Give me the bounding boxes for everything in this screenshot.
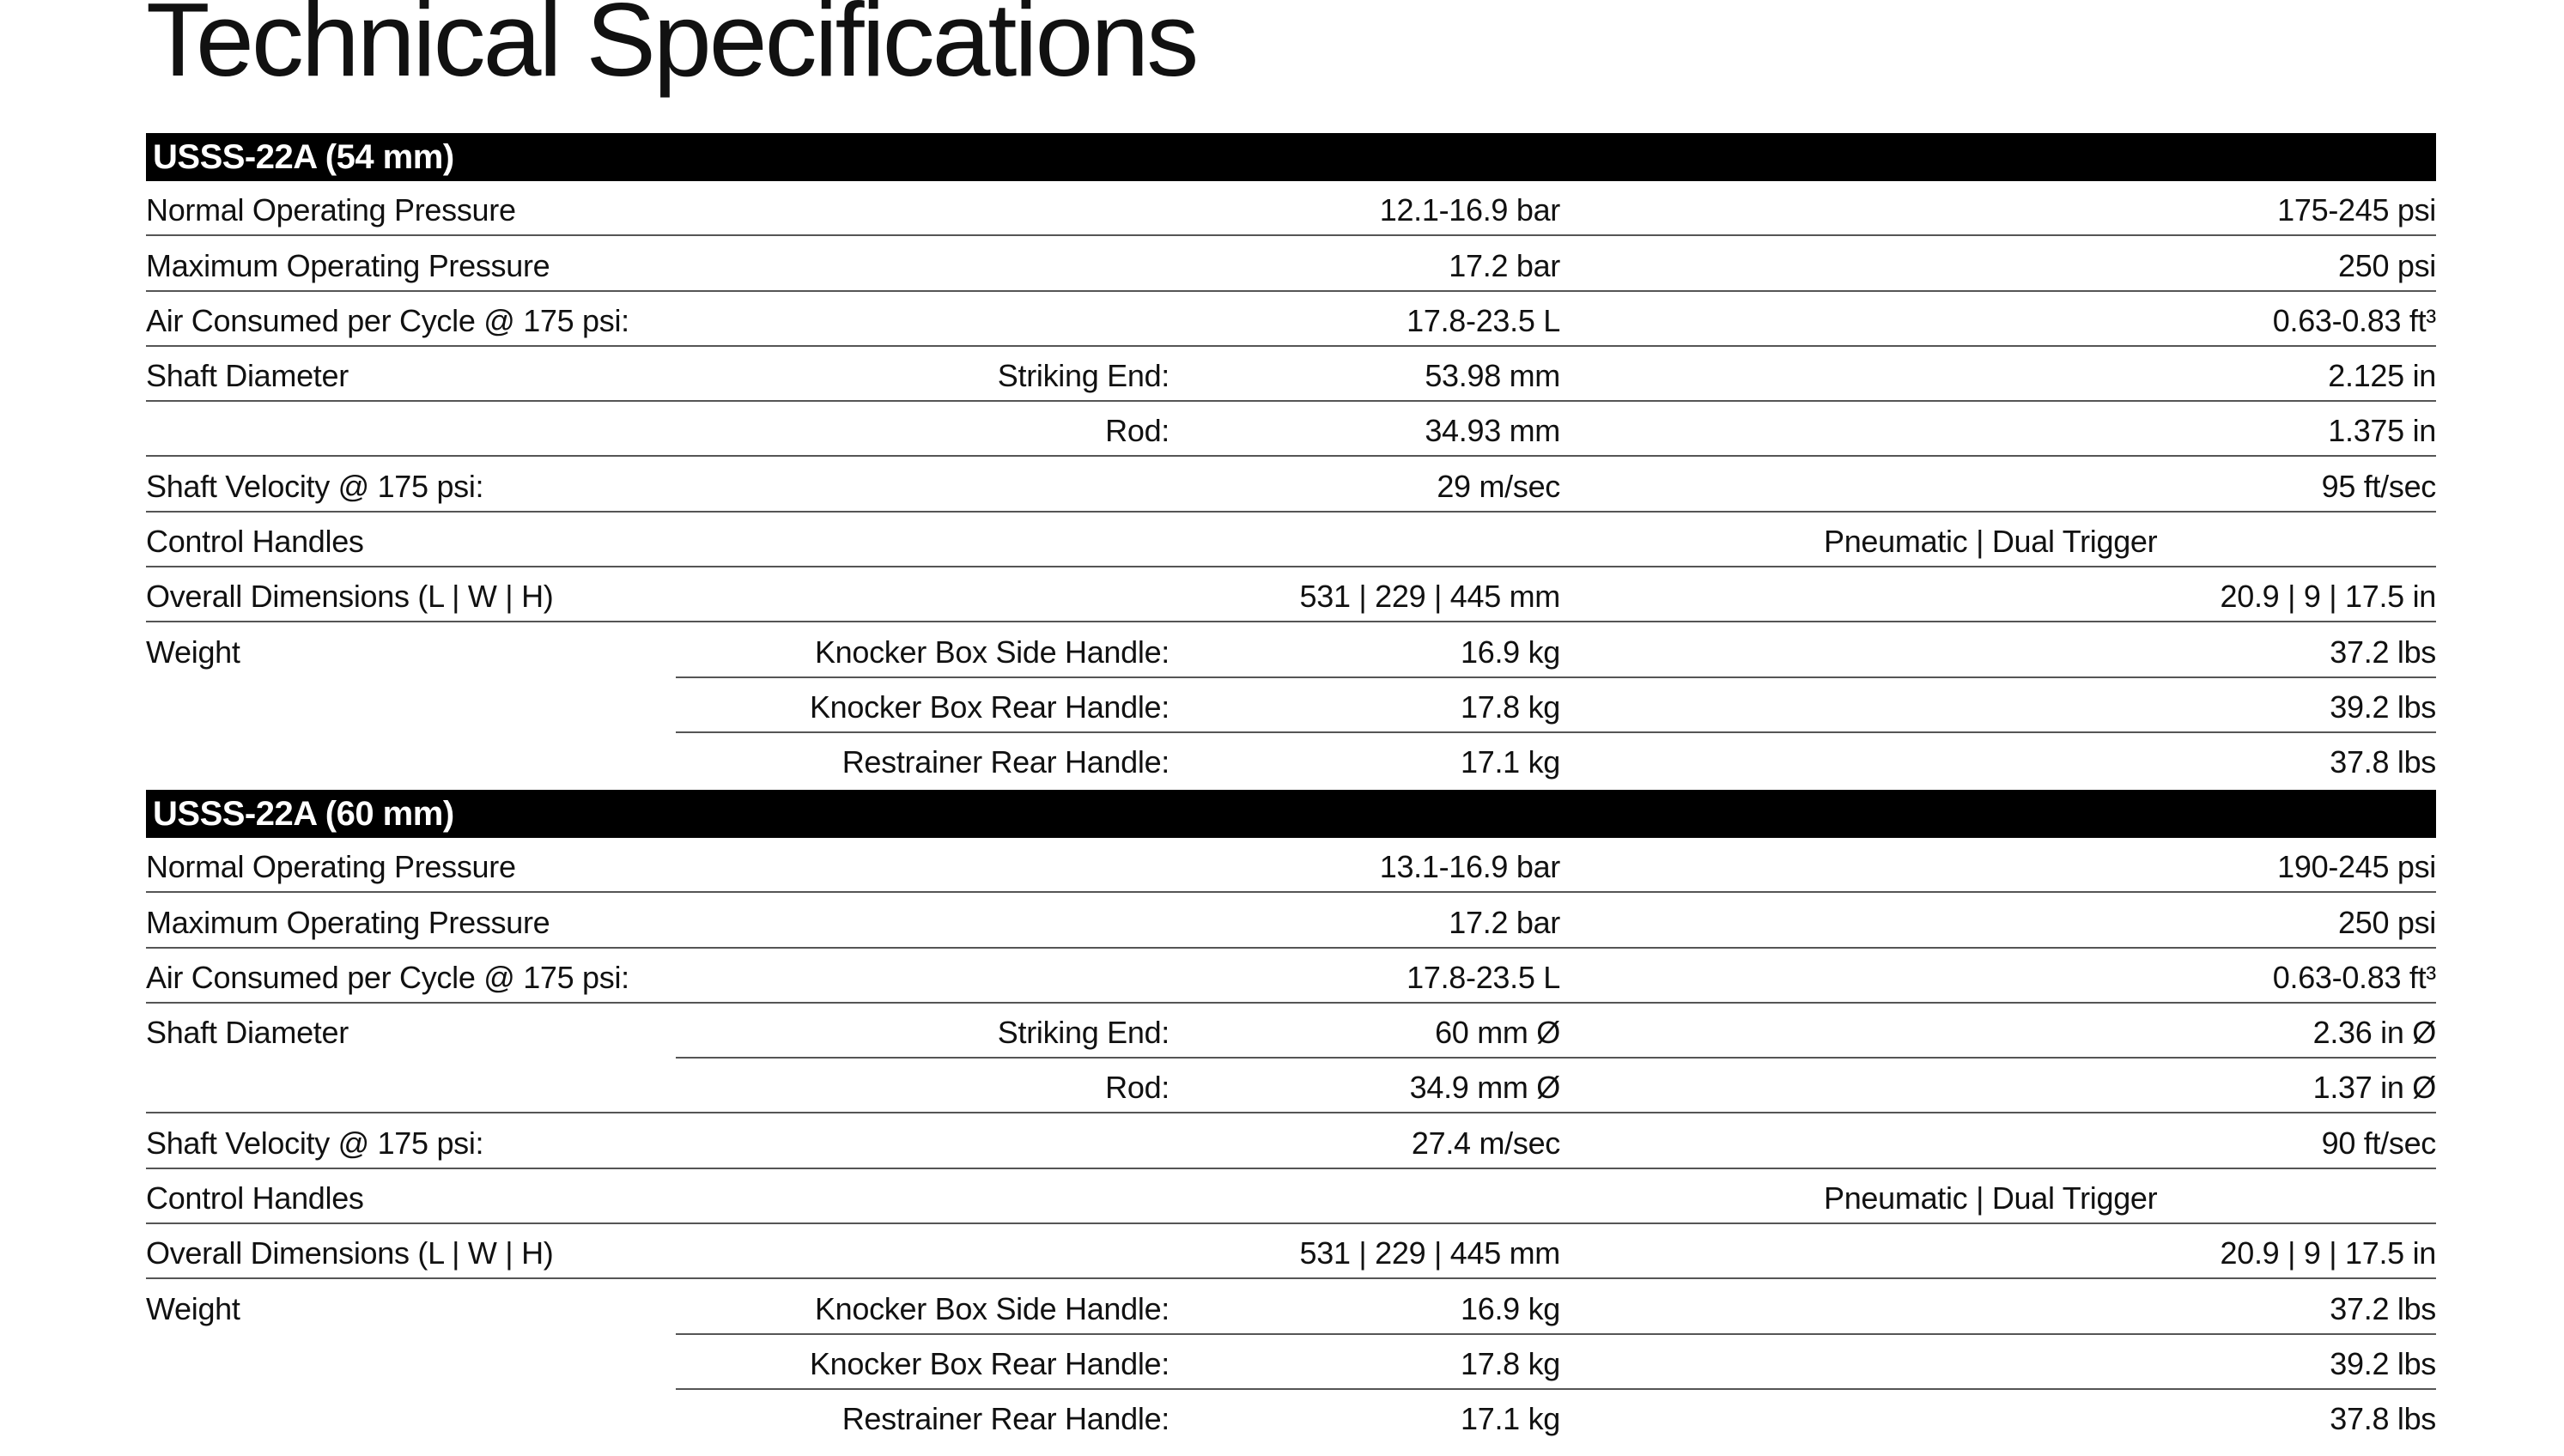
spec-row-shaft-velocity <box>146 457 2436 512</box>
spec-row-shaft-diameter-rod <box>146 1059 2436 1113</box>
metric-value: 27.4 m/sec <box>1411 1125 1560 1161</box>
spec-label: Shaft Diameter <box>146 1015 349 1051</box>
imperial-value: 2.36 in Ø <box>2312 1015 2436 1051</box>
spec-sublabel: Rod: <box>1105 413 1170 449</box>
imperial-value: 39.2 lbs <box>2330 689 2436 725</box>
spec-sublabel: Knocker Box Rear Handle: <box>809 1345 1170 1381</box>
spec-label: Shaft Diameter <box>146 358 349 394</box>
metric-value: 17.2 bar <box>1449 247 1560 283</box>
spec-row-weight-side-handle <box>146 622 2436 677</box>
spec-sublabel: Rod: <box>1105 1070 1170 1106</box>
imperial-value: 37.8 lbs <box>2330 744 2436 780</box>
imperial-value: 20.9 | 9 | 17.5 in <box>2220 579 2436 615</box>
spec-label: Shaft Velocity @ 175 psi: <box>146 1125 484 1161</box>
spec-row-overall-dimensions <box>146 567 2436 622</box>
control-handles-value: Pneumatic | Dual Trigger <box>1824 1180 2158 1216</box>
metric-value: 17.1 kg <box>1461 1401 1560 1437</box>
imperial-value: 250 psi <box>2338 904 2436 940</box>
spec-sublabel: Knocker Box Side Handle: <box>814 634 1170 670</box>
spec-sublabel: Restrainer Rear Handle: <box>842 744 1170 780</box>
metric-value: 34.9 mm Ø <box>1409 1070 1560 1106</box>
metric-value: 60 mm Ø <box>1435 1015 1560 1051</box>
spec-row-maximum-operating-pressure <box>146 893 2436 948</box>
spec-label: Shaft Velocity @ 175 psi: <box>146 468 484 504</box>
imperial-value: 0.63-0.83 ft³ <box>2272 959 2436 995</box>
imperial-value: 2.125 in <box>2328 358 2436 394</box>
metric-value: 34.93 mm <box>1425 413 1560 449</box>
spec-row-control-handles <box>146 513 2436 567</box>
spec-sublabel: Striking End: <box>997 358 1170 394</box>
spec-row-weight-restrainer <box>146 733 2436 788</box>
imperial-value: 95 ft/sec <box>2321 468 2436 504</box>
spec-sublabel: Restrainer Rear Handle: <box>842 1401 1170 1437</box>
control-handles-value: Pneumatic | Dual Trigger <box>1824 524 2158 560</box>
imperial-value: 250 psi <box>2338 247 2436 283</box>
spec-section-54mm <box>146 133 2436 788</box>
spec-label: Air Consumed per Cycle @ 175 psi: <box>146 302 629 338</box>
spec-row-air-consumed <box>146 292 2436 347</box>
spec-row-weight-side-handle <box>146 1279 2436 1334</box>
spec-sublabel: Knocker Box Rear Handle: <box>809 689 1170 725</box>
spec-row-normal-operating-pressure <box>146 838 2436 893</box>
spec-section-60mm <box>146 790 2436 1445</box>
imperial-value: 39.2 lbs <box>2330 1345 2436 1381</box>
metric-value: 17.8 kg <box>1461 1345 1560 1381</box>
spec-row-overall-dimensions <box>146 1224 2436 1279</box>
metric-value: 16.9 kg <box>1461 634 1560 670</box>
section-header: USSS-22A (60 mm) <box>146 790 2436 838</box>
metric-value: 531 | 229 | 445 mm <box>1299 1235 1560 1271</box>
spec-row-control-handles <box>146 1169 2436 1224</box>
imperial-value: 1.375 in <box>2328 413 2436 449</box>
spec-row-weight-rear-handle <box>146 1335 2436 1390</box>
spec-label: Control Handles <box>146 1180 364 1216</box>
spec-label: Weight <box>146 634 240 670</box>
spec-row-air-consumed <box>146 949 2436 1004</box>
metric-value: 17.1 kg <box>1461 744 1560 780</box>
metric-value: 17.8 kg <box>1461 689 1560 725</box>
imperial-value: 90 ft/sec <box>2321 1125 2436 1161</box>
metric-value: 29 m/sec <box>1437 468 1560 504</box>
section-header: USSS-22A (54 mm) <box>146 133 2436 181</box>
spec-label: Normal Operating Pressure <box>146 849 516 885</box>
spec-label: Maximum Operating Pressure <box>146 247 550 283</box>
spec-label: Air Consumed per Cycle @ 175 psi: <box>146 959 629 995</box>
spec-row-weight-rear-handle <box>146 678 2436 733</box>
spec-label: Normal Operating Pressure <box>146 192 516 228</box>
page-title: Technical Specifications <box>146 0 1197 98</box>
metric-value: 53.98 mm <box>1425 358 1560 394</box>
spec-label: Overall Dimensions (L | W | H) <box>146 579 554 615</box>
spec-row-shaft-velocity <box>146 1113 2436 1168</box>
metric-value: 17.8-23.5 L <box>1407 302 1560 338</box>
spec-row-maximum-operating-pressure <box>146 236 2436 291</box>
spec-label: Overall Dimensions (L | W | H) <box>146 1235 554 1271</box>
metric-value: 17.8-23.5 L <box>1407 959 1560 995</box>
spec-sublabel: Knocker Box Side Handle: <box>814 1290 1170 1326</box>
imperial-value: 0.63-0.83 ft³ <box>2272 302 2436 338</box>
spec-sublabel: Striking End: <box>997 1015 1170 1051</box>
imperial-value: 37.2 lbs <box>2330 634 2436 670</box>
metric-value: 12.1-16.9 bar <box>1379 192 1560 228</box>
metric-value: 17.2 bar <box>1449 904 1560 940</box>
spec-label: Maximum Operating Pressure <box>146 904 550 940</box>
metric-value: 13.1-16.9 bar <box>1379 849 1560 885</box>
metric-value: 531 | 229 | 445 mm <box>1299 579 1560 615</box>
spec-label: Control Handles <box>146 524 364 560</box>
imperial-value: 1.37 in Ø <box>2312 1070 2436 1106</box>
imperial-value: 20.9 | 9 | 17.5 in <box>2220 1235 2436 1271</box>
imperial-value: 37.8 lbs <box>2330 1401 2436 1437</box>
spec-label: Weight <box>146 1290 240 1326</box>
imperial-value: 37.2 lbs <box>2330 1290 2436 1326</box>
spec-row-shaft-diameter-rod <box>146 402 2436 457</box>
spec-row-shaft-diameter-striking-end <box>146 1004 2436 1059</box>
imperial-value: 190-245 psi <box>2277 849 2436 885</box>
imperial-value: 175-245 psi <box>2277 192 2436 228</box>
metric-value: 16.9 kg <box>1461 1290 1560 1326</box>
spec-row-weight-restrainer <box>146 1390 2436 1445</box>
spec-row-normal-operating-pressure <box>146 181 2436 236</box>
spec-row-shaft-diameter-striking-end <box>146 347 2436 402</box>
